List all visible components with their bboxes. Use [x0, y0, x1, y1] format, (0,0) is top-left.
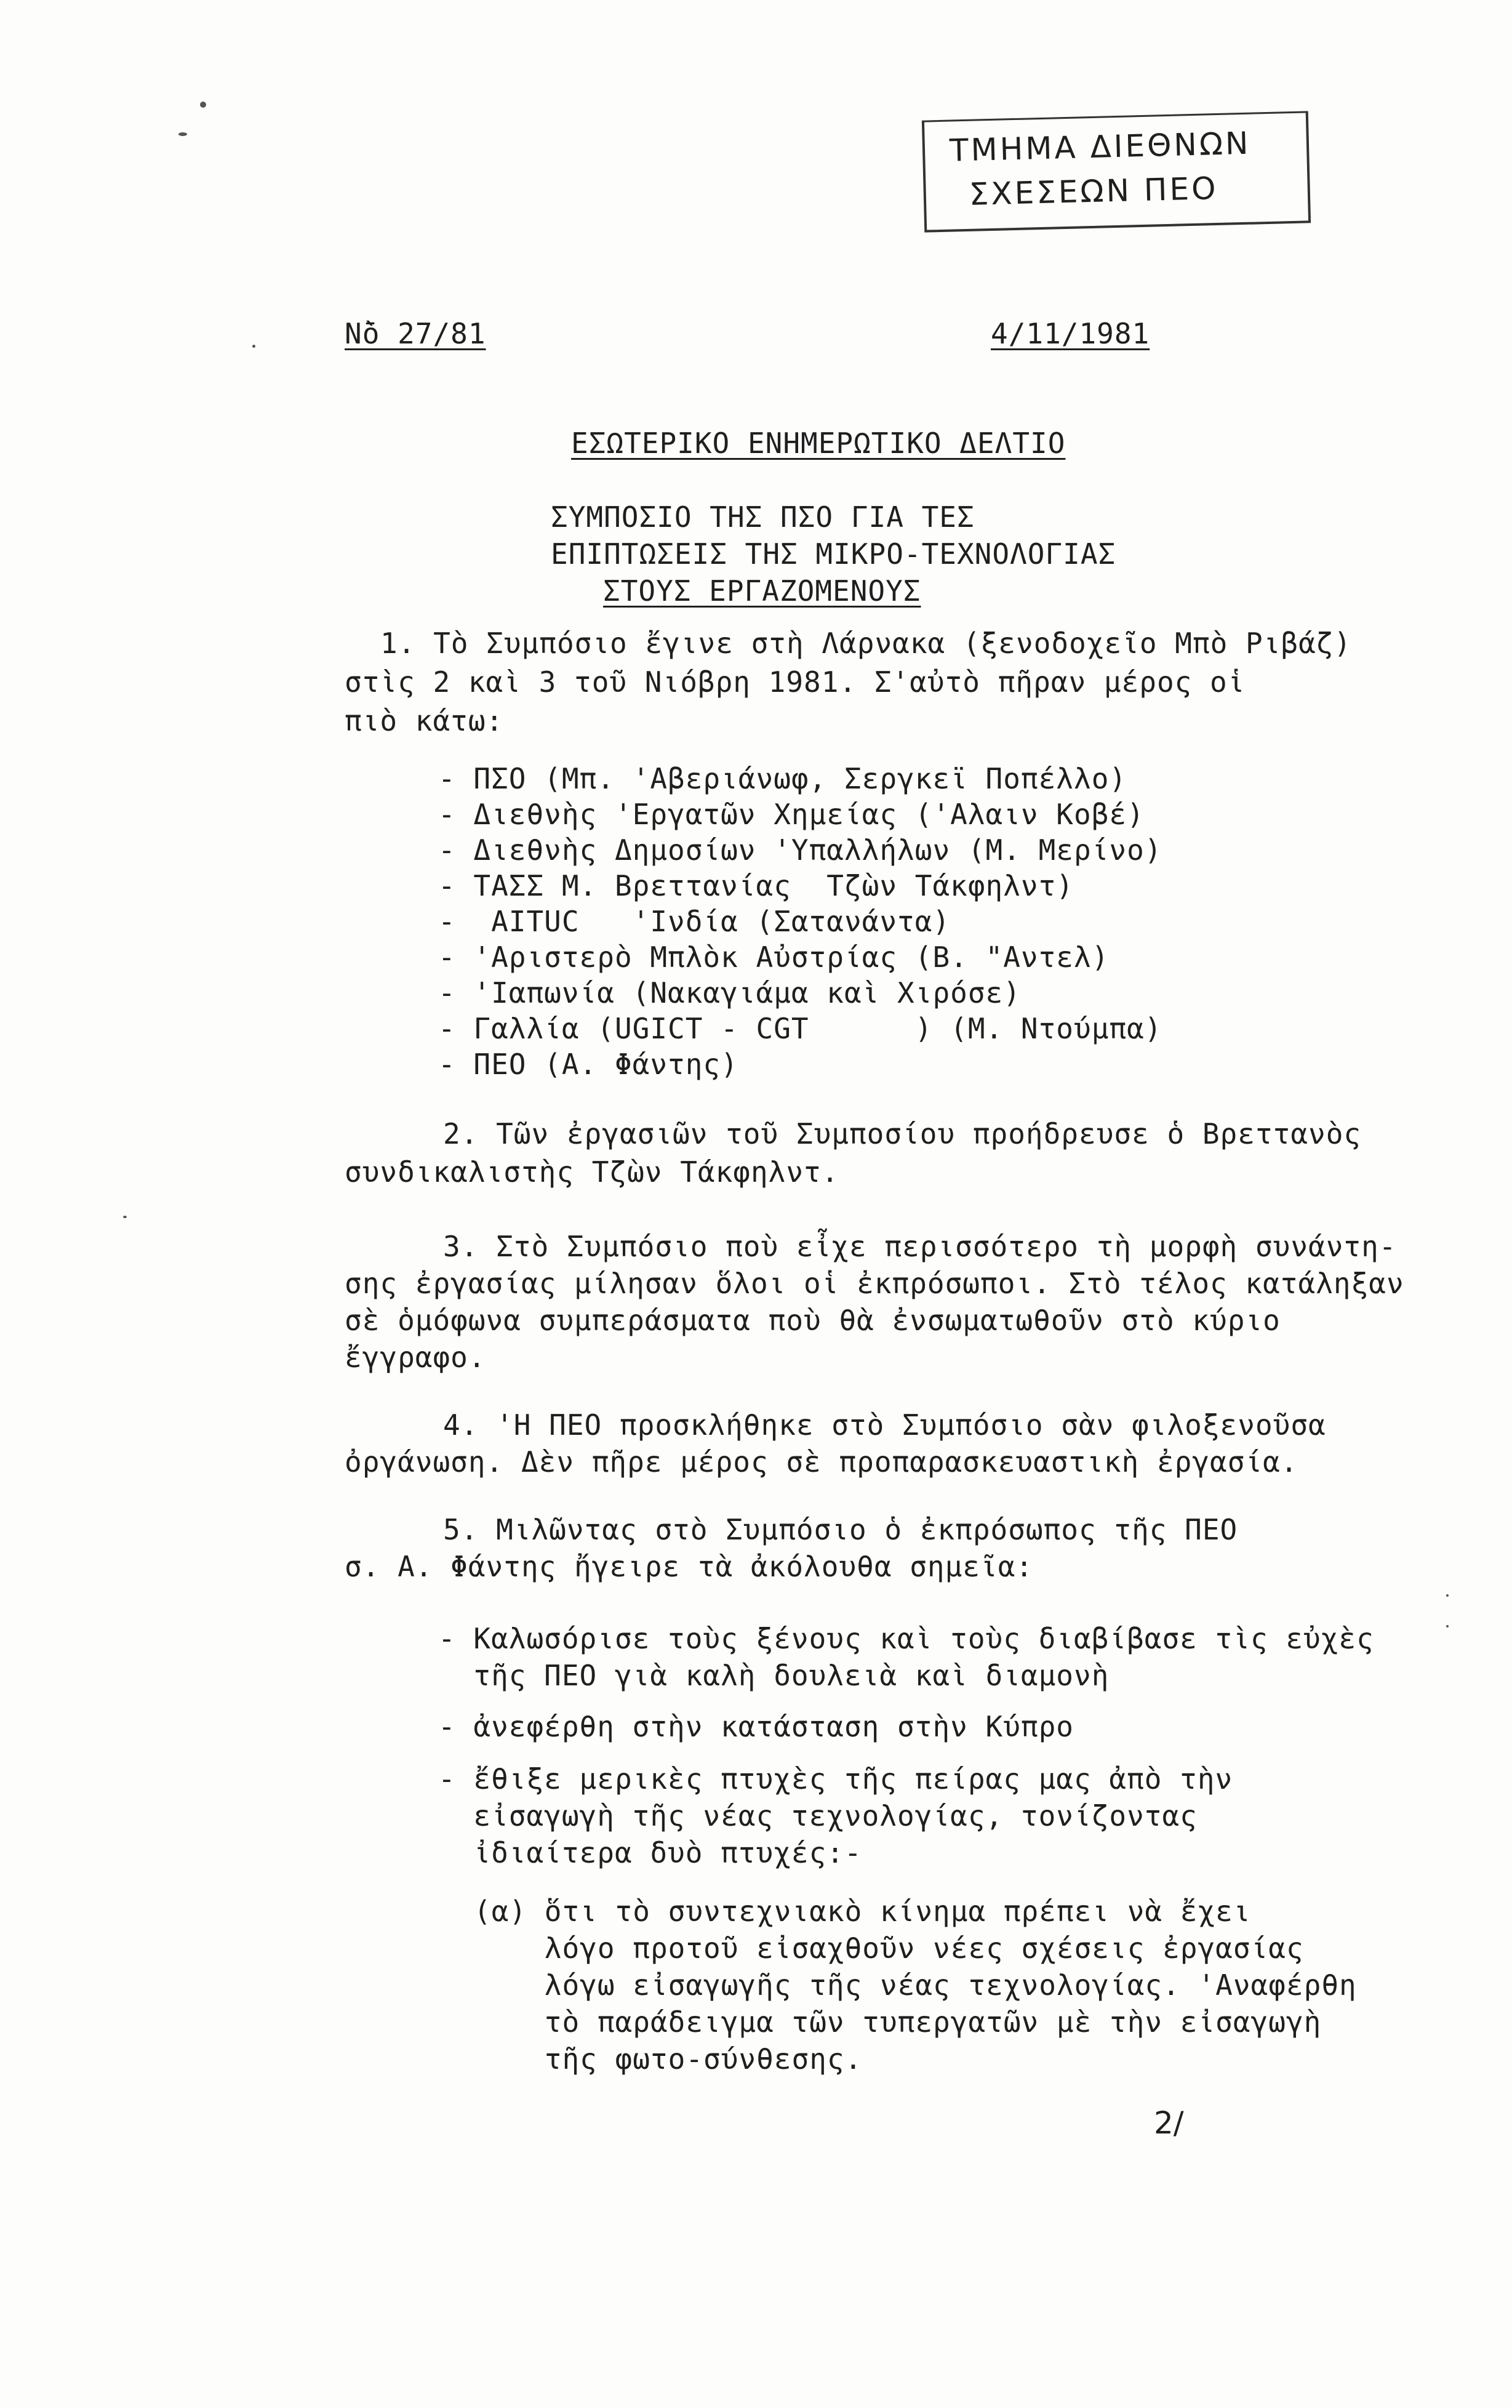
para3-line-1: 3. Στὸ Συμπόσιο ποὺ εἶχε περισσότερο τὴ μορφὴ συνάντη-	[443, 1230, 1397, 1263]
subpoint-a-line: λόγο προτοῦ εἰσαχθοῦν νέες σχέσεις ἐργασίας	[474, 1932, 1304, 1965]
para1-line-1: 1. Τὸ Συμπόσιο ἔγινε στὴ Λάρνακα (ξενοδοχεῖο Μπὸ Ριβάζ)	[380, 627, 1352, 660]
scan-speck	[1446, 1625, 1449, 1627]
stamp-line-1: ΤΜΗΜΑ ΔΙΕΘΝΩΝ	[949, 125, 1252, 169]
participant-item: - Γαλλία (UGICT - CGT ) (Μ. Ντούμπα)	[438, 1012, 1162, 1045]
para5-line-2: σ. Α. Φάντης ἤγειρε τὰ ἀκόλουθα σημεῖα:	[345, 1550, 1034, 1583]
department-stamp	[922, 111, 1311, 232]
subtitle-line-3: ΣΤΟΥΣ ΕΡΓΑΖΟΜΕΝΟΥΣ	[603, 574, 921, 608]
document-title: ΕΣΩΤΕΡΙΚΟ ΕΝΗΜΕΡΩΤΙΚΟ ΔΕΛΤΙΟ	[571, 427, 1066, 460]
participant-item: - Διεθνὴς Δημοσίων 'Υπαλλήλων (Μ. Μερίνο)	[438, 833, 1162, 867]
bullet-item: - Καλωσόρισε τοὺς ξένους καὶ τοὺς διαβίβασε τὶς εὐχὲς	[438, 1622, 1374, 1655]
scan-speck	[1446, 1594, 1449, 1597]
bullet-item-continuation: εἰσαγωγὴ τῆς νέας τεχνολογίας, τονίζοντας	[438, 1799, 1198, 1832]
subpoint-a-line: λόγω εἰσαγωγῆς τῆς νέας τεχνολογίας. 'Αναφέρθη	[474, 1969, 1357, 2002]
subpoint-a-line: τὸ παράδειγμα τῶν τυπεργατῶν μὲ τὴν εἰσαγωγὴ	[474, 2005, 1322, 2039]
participant-item: - ΠΣΟ (Μπ. 'Αβεριάνωφ, Σεργκεϊ Ποπέλλο)	[438, 762, 1127, 795]
para4-line-2: ὀργάνωση. Δὲν πῆρε μέρος σὲ προπαρασκευαστικὴ ἐργασία.	[345, 1445, 1298, 1479]
bullet-item-continuation: τῆς ΠΕΟ γιὰ καλὴ δουλειὰ καὶ διαμονὴ	[438, 1659, 1110, 1692]
subpoint-a-line: τῆς φωτο-σύνθεσης.	[474, 2042, 863, 2076]
scan-speck	[178, 132, 187, 136]
document-number: Ν̄ὸ 27/81	[345, 317, 486, 350]
para4-line-1: 4. 'Η ΠΕΟ προσκλήθηκε στὸ Συμπόσιο σὰν φιλοξενοῦσα	[443, 1408, 1326, 1442]
para2-line-2: συνδικαλιστὴς Τζὼν Τάκφηλντ.	[345, 1155, 839, 1189]
stamp-line-2: ΣΧΕΣΕΩΝ ΠΕΟ	[969, 170, 1219, 212]
para3-line-4: ἔγγραφο.	[345, 1341, 486, 1374]
scan-speck	[252, 345, 255, 348]
scan-speck	[200, 102, 206, 108]
para2-line-1: 2. Τῶν ἐργασιῶν τοῦ Συμποσίου προήδρευσε ὁ Βρεττανὸς	[443, 1117, 1362, 1150]
para5-line-1: 5. Μιλῶντας στὸ Συμπόσιο ὁ ἐκπρόσωπος τῆς ΠΕΟ	[443, 1513, 1238, 1546]
subtitle-line-2: ΕΠΙΠΤΩΣΕΙΣ ΤΗΣ ΜΙΚΡΟ-ΤΕΧΝΟΛΟΓΙΑΣ	[551, 537, 1116, 571]
document-date: 4/11/1981	[991, 317, 1150, 350]
participant-item: - ΠΕΟ (Α. Φάντης)	[438, 1048, 738, 1081]
participant-item: - Διεθνὴς 'Εργατῶν Χημείας ('Αλαιν Κοβέ)	[438, 798, 1145, 831]
page-number: 2/	[1154, 2105, 1184, 2141]
participant-item: - 'Ιαπωνία (Νακαγιάμα καὶ Χιρόσε)	[438, 976, 1021, 1009]
subpoint-a-line: (α) ὅτι τὸ συντεχνιακὸ κίνημα πρέπει νὰ ἔχει	[474, 1895, 1251, 1928]
participant-item: - AITUC 'Ινδία (Σατανάντα)	[438, 905, 951, 938]
subtitle-line-1: ΣΥΜΠΟΣΙΟ ΤΗΣ ΠΣΟ ΓΙΑ ΤΕΣ	[551, 500, 975, 534]
bullet-item-continuation: ἰδιαίτερα δυὸ πτυχές:-	[438, 1836, 862, 1869]
bullet-item: - ἔθιξε μερικὲς πτυχὲς τῆς πείρας μας ἀπὸ τὴν	[438, 1762, 1233, 1796]
para1-line-3: πιὸ κάτω:	[345, 704, 504, 737]
para3-line-3: σὲ ὁμόφωνα συμπεράσματα ποὺ θὰ ἐνσωματωθοῦν στὸ κύριο	[345, 1304, 1281, 1337]
para1-line-2: στὶς 2 καὶ 3 τοῦ Νιόβρη 1981. Σ'αὐτὸ πῆραν μέρος οἱ	[345, 665, 1246, 699]
participant-item: - 'Αριστερὸ Μπλὸκ Αὐστρίας (Β. "Αντελ)	[438, 941, 1110, 974]
bullet-item: - ἀνεφέρθη στὴν κατάσταση στὴν Κύπρο	[438, 1710, 1074, 1743]
para3-line-2: σης ἐργασίας μίλησαν ὅλοι οἱ ἐκπρόσωποι. Στὸ τέλος κατάληξαν	[345, 1267, 1404, 1300]
scan-speck	[123, 1216, 127, 1218]
participant-item: - ΤΑΣΣ Μ. Βρεττανίας Τζὼν Τάκφηλντ)	[438, 869, 1074, 902]
